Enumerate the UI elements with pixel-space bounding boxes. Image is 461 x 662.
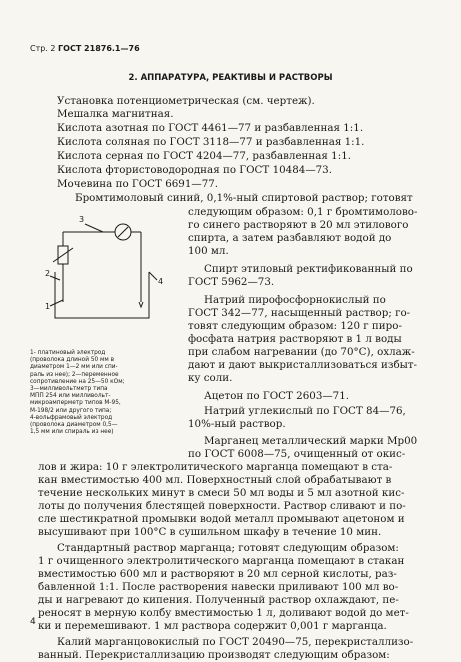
text-line: ды и нагревают до кипения. Полученный раствор охлаждают, пе- [38,594,399,606]
text-line: ГОСТ 342—77, насыщенный раствор; го- [188,307,411,319]
text-line: Ацетон по ГОСТ 2603—71. [204,390,350,402]
text-line: го синего растворяют в 20 мл этилового [188,219,409,231]
section-title: 2. АППАРАТУРА, РЕАКТИВЫ И РАСТВОРЫ [128,73,333,83]
caption-line: МПП 254 или милливольт- [30,393,111,400]
caption-line: М-198/2 или другого типа; [30,407,112,414]
circuit-diagram [45,210,180,335]
standard-code: ГОСТ 21876.1—76 [58,44,140,53]
text-line: по ГОСТ 6008—75, очищенный от окис- [188,448,406,460]
text-line: Стандартный раствор марганца; готовят следующим образом: [57,542,399,554]
text-line: дают и дают выкристаллизоваться избыт- [188,359,418,371]
text-line: при слабом нагревании (до 70°С), охлаж- [188,346,415,358]
caption-line: диаметром 1—2 мм или спи- [30,364,118,371]
label-3: 3 [79,215,85,224]
text-line: сле шестикратной промывки водой металл промывают ацетоном и [38,513,405,525]
text-line: реносят в мерную колбу вместимостью 1 л, доливают водой до мет- [38,607,409,619]
caption-line: 4-вольфрамовый электрод [30,414,113,421]
text-line: лов и жира: 10 г электролитического марганца помещают в ста- [38,461,393,473]
text-line: 1 г очищенного электролитического марганца помещают в стакан [38,555,405,567]
figure-caption [30,350,180,436]
caption-line: (проволока диаметром 0,5— [30,422,118,429]
text-line: Кислота серная по ГОСТ 4204—77, разбавленная 1:1. [57,150,352,162]
text-line: Кислота фтористоводородная по ГОСТ 10484—73. [57,164,332,176]
text-line: лоты до получения блестящей поверхности. Раствор сливают и по- [38,500,406,512]
label-1: 1 [45,302,51,311]
resistor-arrow [53,248,73,262]
text-line: кан вместимостью 400 мл. Поверхностный слой обрабатывают в [38,474,392,486]
text-line: Натрий углекислый по ГОСТ 84—76, [204,405,406,417]
label-4: 4 [158,277,164,286]
label-2: 2 [45,269,51,278]
leader-4 [149,272,157,280]
text-line: Спирт этиловый ректификованный по [204,263,413,275]
text-line: Марганец металлический марки Мр00 [204,435,418,447]
beaker [55,272,149,318]
text-line: Кислота азотная по ГОСТ 4461—77 и разбавленная 1:1. [57,122,364,134]
leader-3 [85,224,103,232]
text-line: Кислота соляная по ГОСТ 3118—77 и разбавленная 1:1. [57,136,365,148]
text-line: Бромтимоловый синий, 0,1%-ный спиртовой раствор; готовят [75,192,413,204]
text-line: ванный. Перекристаллизацию производят следующим образом: [38,649,390,661]
text-line: бавленной 1:1. После растворения навески приливают 100 мл во- [38,581,399,593]
caption-line: 1- платиновый электрод [30,350,106,356]
text-line: спирта, а затем разбавляют водой до [188,232,392,244]
text-line: Установка потенциометрическая (см. чертеж). [57,95,315,107]
text-line: течение нескольких минут в смеси 50 мл воды и 5 мл азотной кис- [38,487,405,499]
text-line: Натрий пирофосфорнокислый по [204,294,386,306]
electrode-tip [139,302,143,307]
text-line: Мочевина по ГОСТ 6691—77. [57,178,219,190]
caption-line: 1,5 мм или спираль из нее) [30,429,114,436]
caption-line: микроамперметр типов М-95, [30,400,121,407]
page-header-prefix: Стр. 2 [30,44,56,53]
text-line: ки и перемешивают. 1 мл раствора содержит 0,001 г марганца. [38,620,387,632]
text-line: ку соли. [188,372,233,384]
text-line: вместимостью 600 мл и растворяют в 20 мл серной кислоты, раз- [38,568,397,580]
text-line: следующим образом: 0,1 г бромтимолово- [188,206,418,218]
leader-1 [50,300,63,306]
caption-line: (проволока длиной 50 мм в [30,357,115,364]
page-header [30,44,140,53]
text-line: ГОСТ 5962—73. [188,276,275,288]
text-line: фосфата натрия растворяют в 1 л воды [188,333,402,345]
caption-line: сопротивление на 25—50 кОм; [30,378,125,385]
text-line: Мешалка магнитная. [57,108,174,120]
caption-line: 3—милливольтметр типа [30,386,108,393]
page-number: 4 [30,617,36,627]
text-line: товят следующим образом: 120 г пиро- [188,320,402,332]
text-line: высушивают при 100°С в сушильном шкафу в течение 10 мин. [38,526,382,538]
text-line: 100 мл. [188,245,229,257]
caption-line: раль из нее); 2—переменное [30,371,119,378]
text-line: Калий марганцовокислый по ГОСТ 20490—75, перекристаллизо- [57,636,414,648]
text-line: 10%-ный раствор. [188,418,286,430]
